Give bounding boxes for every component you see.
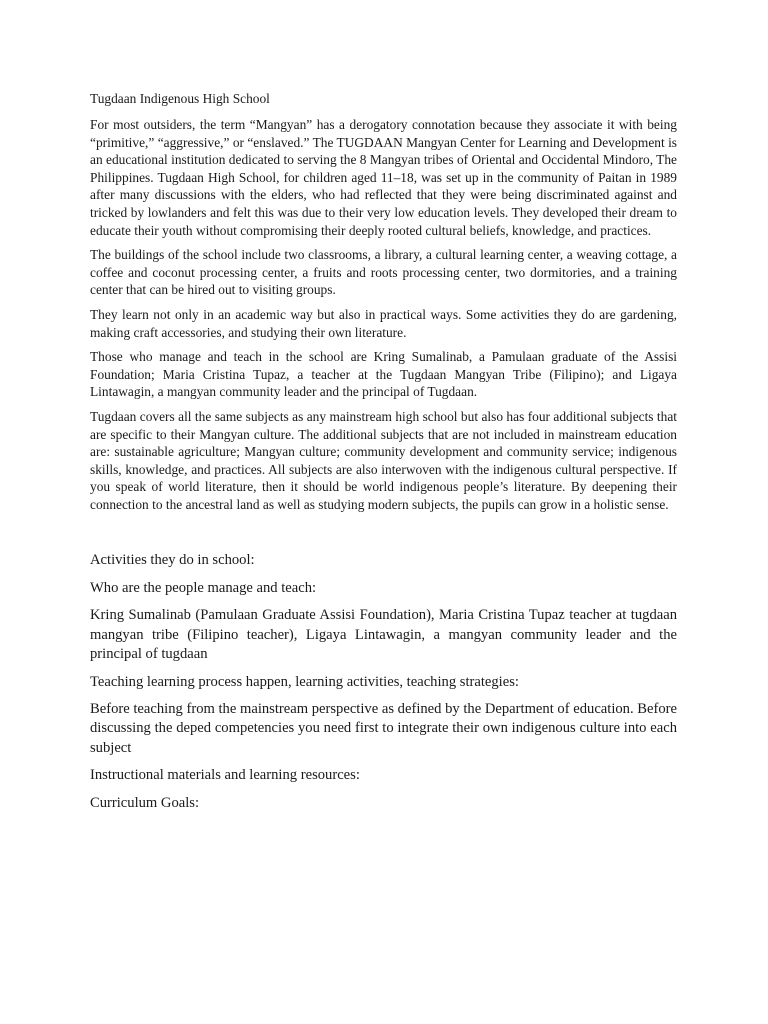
section-gap	[90, 520, 677, 551]
paragraph-staff: Those who manage and teach in the school are Kring Sumalinab, a Pamulaan graduate of the Assisi Foundation; Maria Cristina Tupaz, a teacher at the Tugdaan Mangyan Tribe (Filipino); and Ligaya Lintawagin, a mangyan community leader and the principal of Tugdaan.	[90, 349, 677, 400]
note-teaching-answer: Before teaching from the mainstream perspective as defined by the Department of education. Before discussing the deped competencies you need first to integrate their own indigenous culture into each subject	[90, 700, 677, 756]
note-people: Who are the people manage and teach:	[90, 579, 317, 596]
note-curriculum-goals: Curriculum Goals:	[90, 794, 200, 811]
paragraph-buildings: The buildings of the school include two classrooms, a library, a cultural learning center, a weaving cottage, a coffee and coconut processing center, a fruits and roots processing center, two dormitories, and a training center that can be hired out to visiting groups.	[90, 247, 677, 298]
note-materials: Instructional materials and learning resources:	[90, 767, 360, 784]
note-teaching-process: Teaching learning process happen, learning activities, teaching strategies:	[90, 673, 519, 690]
paragraph-learning: They learn not only in an academic way but also in practical ways. Some activities they do are gardening, making craft accessories, and studying their own literature.	[90, 306, 677, 340]
paragraph-subjects: Tugdaan covers all the same subjects as any mainstream high school but also has four additional subjects that are specific to their Mangyan culture. The additional subjects that are not included in mainstream education are: sustainable agriculture; Mangyan culture; community development and community service; indigenous skills, knowledge, and practices. All subjects are also interwoven with the indigenous cultural perspective. If you speak of world literature, then it should be world indigenous people’s literature. By deepening their connection to the ancestral land as well as studying modern subjects, the pupils can grow in a holistic sense.	[90, 408, 677, 512]
note-people-answer: Kring Sumalinab (Pamulaan Graduate Assisi Foundation), Maria Cristina Tupaz teacher at tugdaan mangyan tribe (Filipino teacher), Ligaya Lintawagin, a mangyan community leader and the principal of tugdaan	[90, 607, 677, 663]
note-activities: Activities they do in school:	[90, 552, 255, 569]
paragraph-introduction: For most outsiders, the term “Mangyan” has a derogatory connotation because they associate it with being “primitive,” “aggressive,” or “enslaved.” The TUGDAAN Mangyan Center for Learning and Development is an educational institution dedicated to serving the 8 Mangyan tribes of Oriental and Occidental Mindoro, The Philippines. Tugdaan High School, for children aged 11–18, was set up in the community of Paitan in 1989 after many discussions with the elders, who had reflected that they were being discriminated against and tricked by lowlanders and felt this was due to their very low education levels. They developed their dream to educate their youth without compromising their deeply rooted cultural beliefs, knowledge, and practices.	[90, 117, 677, 238]
document-title: Tugdaan Indigenous High School	[90, 91, 270, 106]
document-page	[90, 90, 677, 821]
